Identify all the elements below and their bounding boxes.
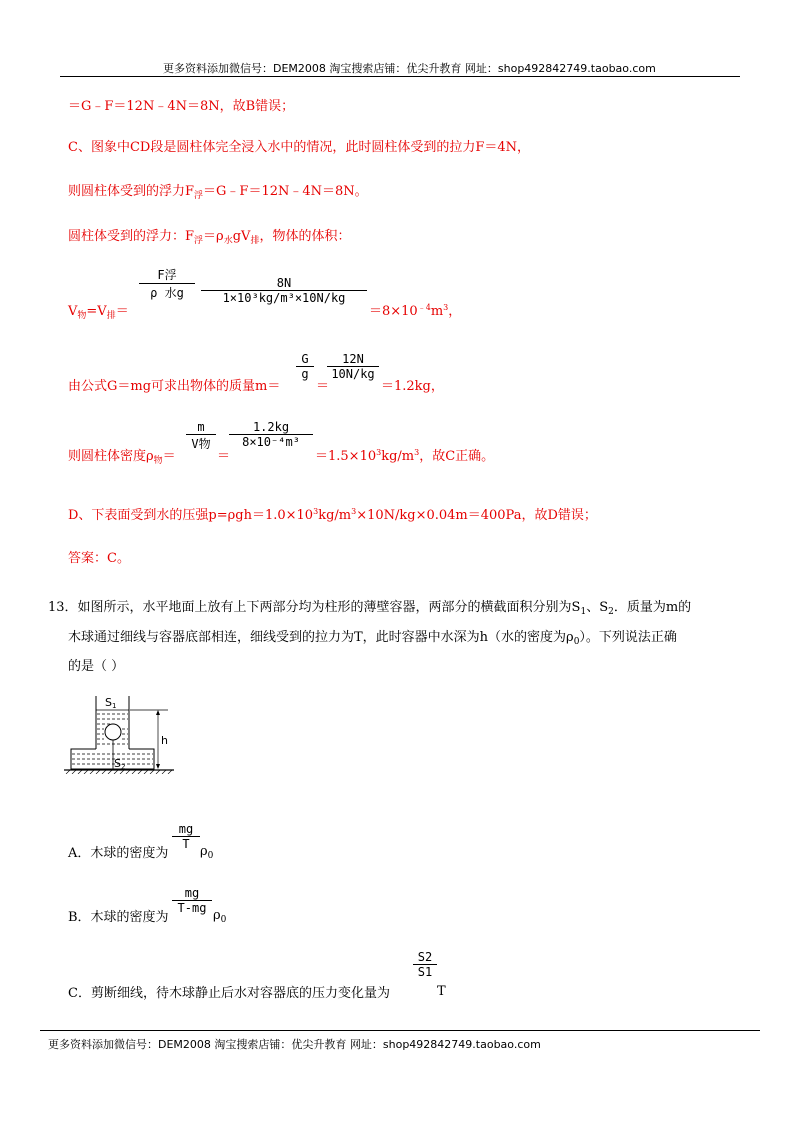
- page-header: 更多资料添加微信号：DEM2008 淘宝搜索店铺：优尖升教育 网址：shop492842749.taobao.com: [163, 62, 656, 75]
- header-divider: [60, 76, 740, 77]
- mass-equals: ＝: [316, 379, 330, 394]
- option-a-fraction: mg T: [172, 822, 200, 851]
- option-b-fraction: mg T-mg: [172, 886, 212, 915]
- footer-divider: [40, 1030, 760, 1031]
- option-c-text: C．剪断细线，待木球静止后水对容器底的压力变化量为: [68, 986, 390, 1001]
- water-lines-lower: [72, 754, 153, 764]
- question-stem-line-1: 13．如图所示，水平地面上放有上下两部分均为柱形的薄壁容器，两部分的横截面积分别为$S_1$、$S_2$．质量为m的: [48, 600, 692, 617]
- volume-fraction-2: 8N 1×10³kg/m³×10N/kg: [201, 276, 367, 305]
- solution-line-d: D、下表面受到水的压强$p=\rho gh=1.0\times 10^3kg/m^3\times 10N/kg\times 0.04m=400Pa$，故D错误；: [68, 507, 597, 523]
- mass-fraction-1: G g: [296, 352, 314, 381]
- solution-line-1: ＝G﹣F＝12N﹣4N＝8N，故B错误；: [68, 99, 295, 114]
- density-equals: ＝: [217, 449, 231, 464]
- wooden-ball: [105, 724, 121, 740]
- density-fraction-1: m V物: [186, 420, 216, 452]
- mass-formula-lhs: 由公式G＝mg可求出物体的质量m＝: [68, 379, 281, 394]
- label-s2: S2: [114, 757, 126, 771]
- volume-formula-lhs: $V_物=V_排=$: [68, 304, 129, 321]
- solution-line-2: C、图象中CD段是圆柱体完全浸入水中的情况，此时圆柱体受到的拉力F＝4N，: [68, 140, 530, 155]
- label-h: h: [161, 734, 168, 747]
- option-b-text: B．木球的密度为: [68, 910, 169, 925]
- solution-answer: 答案：C。: [68, 551, 130, 566]
- mass-fraction-2: 12N 10N/kg: [327, 352, 379, 381]
- density-formula-lhs: 则圆柱体密度$\rho_物=$: [68, 449, 176, 466]
- question-stem-line-3: 的是（ ）: [68, 659, 125, 674]
- mass-result: ＝1.2kg，: [381, 379, 444, 394]
- option-a-rho: $\rho_0$: [200, 844, 214, 861]
- page-footer: 更多资料添加微信号：DEM2008 淘宝搜索店铺：优尖升教育 网址：shop492842749.taobao.com: [48, 1038, 541, 1051]
- container-figure: [64, 692, 174, 774]
- option-c-fraction: S2 S1: [413, 950, 437, 979]
- option-b-rho: $\rho_0$: [213, 908, 227, 925]
- density-fraction-2: 1.2kg 8×10⁻⁴m³: [229, 420, 313, 449]
- question-stem-line-2: 木球通过细线与容器底部相连，细线受到的拉力为T，此时容器中水深为h（水的密度为$\rho_0$）。下列说法正确: [68, 630, 677, 647]
- volume-fraction-1: F浮 ρ 水g: [139, 266, 195, 301]
- solution-line-4: 圆柱体受到的浮力：$F_浮=\rho_水gV_排$，物体的体积：: [68, 229, 351, 246]
- density-result: $=1.5\times 10^3kg/m^3$，故C正确。: [315, 448, 495, 464]
- option-a-text: A．木球的密度为: [68, 846, 169, 861]
- option-c-t: T: [437, 984, 446, 999]
- label-s1: S1: [105, 696, 117, 710]
- solution-line-3: 则圆柱体受到的浮力$F_浮=G﹣F=12N﹣4N=8N$。: [68, 184, 368, 201]
- volume-result: $=8\times 10^{﹣4}m^3$，: [369, 303, 462, 319]
